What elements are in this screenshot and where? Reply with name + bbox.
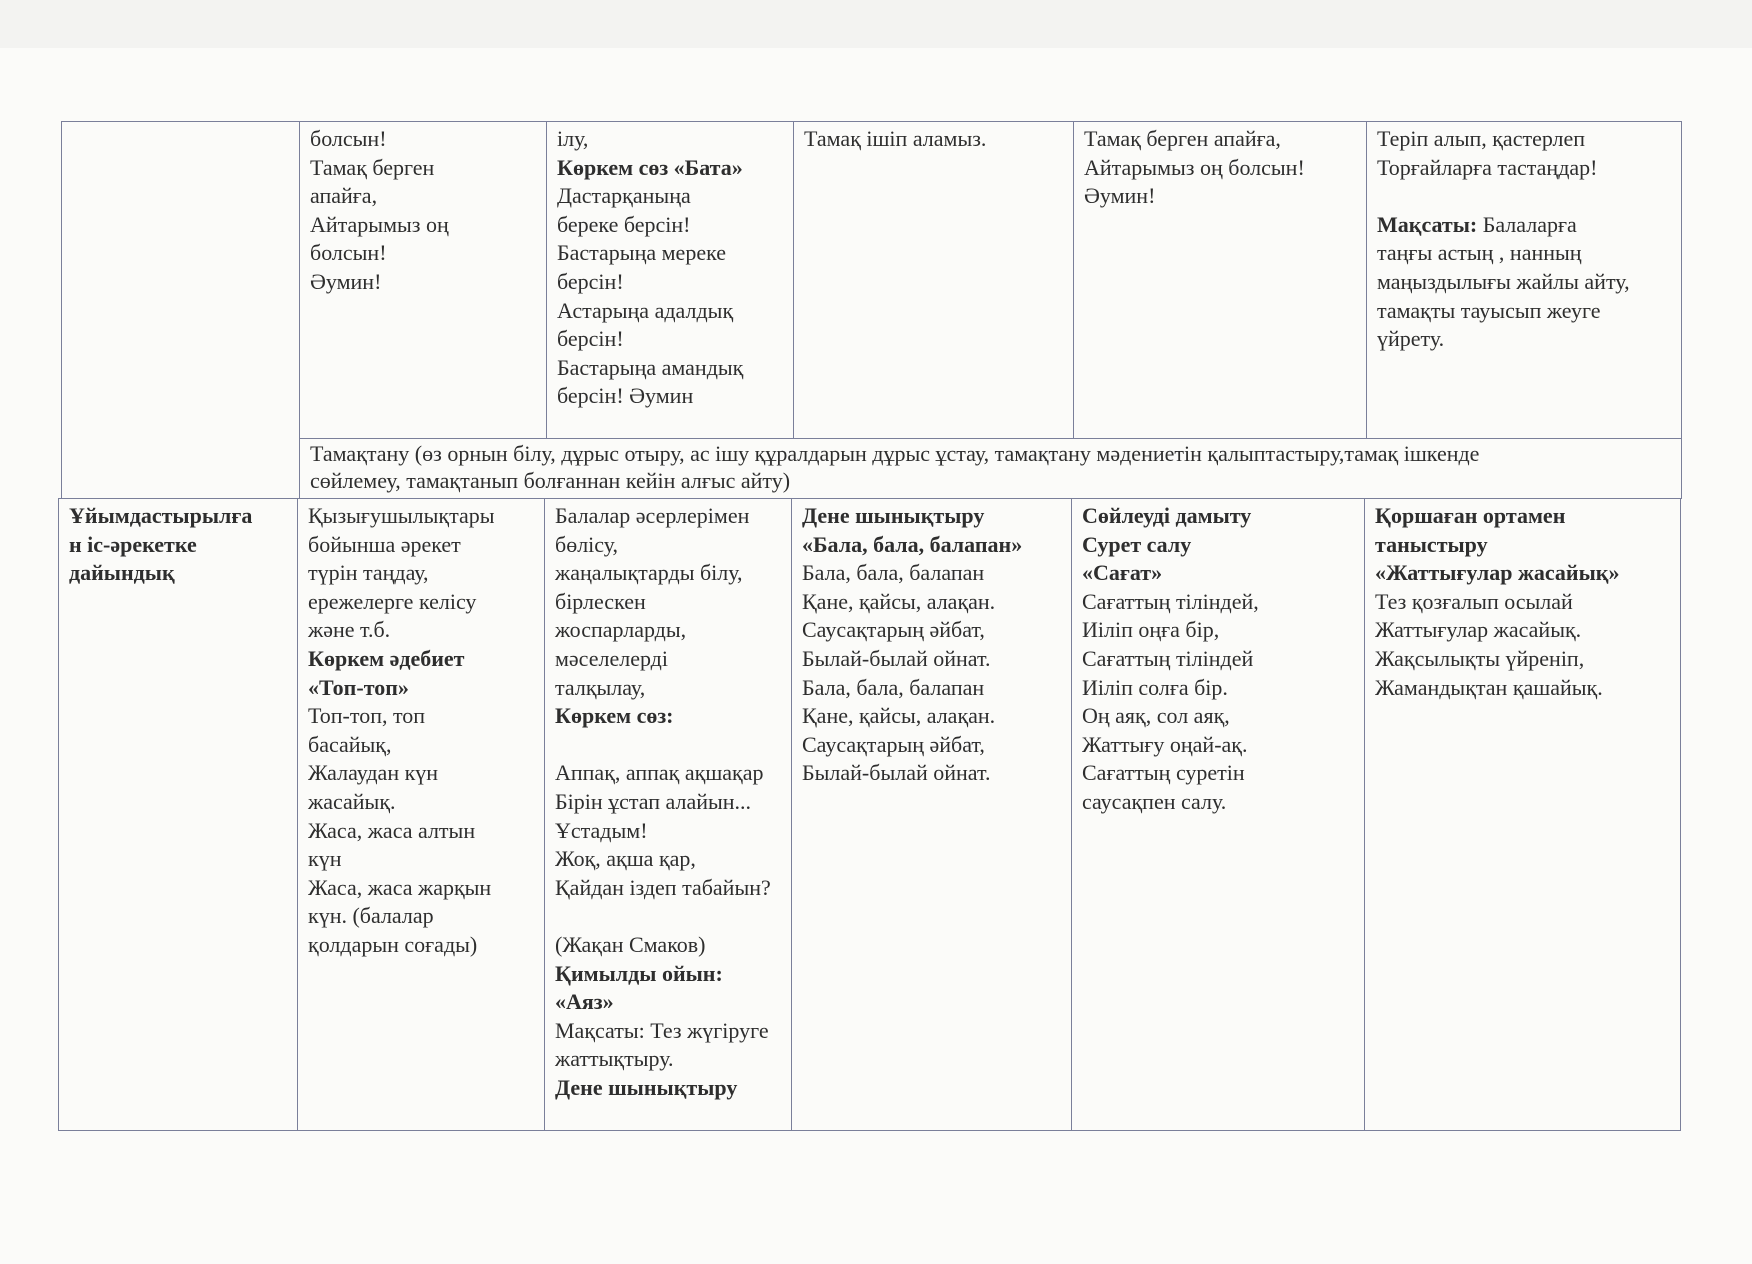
text: Жақсылықты үйреніп, (1375, 645, 1585, 671)
text: жаттықтыру. (555, 1046, 674, 1072)
text-line (555, 531, 781, 560)
bold-text: Көркем әдебиет (308, 645, 465, 671)
text-line (1082, 588, 1354, 617)
text: Балалар әсерлерімен (555, 503, 750, 528)
text-line (555, 1017, 781, 1046)
text: (Жақан Смаков) (555, 931, 706, 957)
text: Бастарыңа амандық (557, 354, 744, 380)
text-line (804, 125, 1063, 154)
text-line (69, 559, 287, 588)
text-line (1082, 559, 1354, 588)
text-line (1084, 182, 1356, 211)
cell-r1-c2 (299, 121, 547, 439)
text: Айтарымыз оң (310, 211, 449, 237)
text: сөйлемеу, тамақтанып болғаннан кейін алғыс айту) (310, 468, 791, 493)
text: саусақпен салу. (1082, 788, 1227, 814)
text-line (555, 759, 781, 788)
text-line (308, 874, 534, 903)
text-line (1082, 502, 1354, 531)
text-line (555, 1074, 781, 1103)
text-line (1377, 239, 1671, 268)
text: Жамандықтан қашайық. (1375, 674, 1603, 700)
cell-r3-c5 (1071, 498, 1365, 1131)
text-line (310, 440, 1671, 467)
text: басайық, (308, 731, 392, 757)
text-line (308, 502, 534, 531)
text: Тез қозғалып осылай (1375, 588, 1573, 614)
text-line (557, 182, 783, 211)
text-line (310, 268, 536, 297)
meal-row-cell (299, 438, 1682, 499)
text: Қайдан іздеп табайын? (555, 874, 771, 900)
text-line (1375, 616, 1670, 645)
text-line (308, 559, 534, 588)
text: Топ-топ, топ (308, 703, 426, 729)
text-line (557, 382, 783, 411)
text-line (802, 645, 1061, 674)
text-line (308, 588, 534, 617)
bold-text: Қимылды ойын: (555, 960, 723, 986)
text-line (555, 788, 781, 817)
text-line (1375, 531, 1670, 560)
cell-r1-c4 (793, 121, 1074, 439)
text: Жоқ, ақша қар, (555, 846, 696, 872)
bold-text: Қоршаған ортамен (1375, 503, 1566, 528)
text-line (310, 154, 536, 183)
text: және т.б. (308, 617, 391, 643)
text-line (555, 931, 781, 960)
scan-margin (0, 0, 1752, 48)
text-line (1375, 559, 1670, 588)
cell-r3-c2 (297, 498, 545, 1131)
text-line (1375, 588, 1670, 617)
text: мәселелерді (555, 645, 668, 671)
text: Қане, қайсы, алақан. (802, 703, 996, 729)
text: күн. (балалар (308, 903, 434, 929)
text-line (557, 268, 783, 297)
text-line (802, 674, 1061, 703)
bold-text: «Аяз» (555, 989, 614, 1015)
text-line (1082, 731, 1354, 760)
text: Иіліп оңға бір, (1082, 617, 1220, 643)
text: береке берсін! (557, 211, 691, 237)
text-line (308, 616, 534, 645)
text: Саусақтарың әйбат, (802, 617, 985, 643)
bold-text: н іс-әрекетке (69, 531, 197, 557)
text-line (308, 788, 534, 817)
text: Сағаттың суретін (1082, 760, 1245, 786)
bold-text: «Жаттығулар жасайық» (1375, 560, 1620, 586)
text-line (557, 125, 783, 154)
text-line (555, 559, 781, 588)
text-line (308, 902, 534, 931)
text-line (1377, 154, 1671, 183)
text-line (557, 239, 783, 268)
cell-r1-c5 (1073, 121, 1367, 439)
text-line (802, 502, 1061, 531)
text-line (1375, 645, 1670, 674)
text-line (555, 616, 781, 645)
text-line (1082, 788, 1354, 817)
bold-text: Көркем сөз «Бата» (557, 154, 743, 180)
text: Былай-былай ойнат. (802, 645, 991, 671)
text-line (1084, 125, 1356, 154)
text: бөлісу, (555, 531, 619, 557)
text: Сағаттың тіліндей, (1082, 588, 1259, 614)
text-line (308, 845, 534, 874)
text-line (310, 467, 1671, 494)
text-line (557, 354, 783, 383)
text: ілу, (557, 126, 589, 151)
text-line (555, 731, 781, 760)
text: Тамақ берген апайға, (1084, 126, 1281, 151)
text-line (555, 874, 781, 903)
text-line (555, 645, 781, 674)
cell-r3-c1 (58, 498, 298, 1131)
text-line (802, 531, 1061, 560)
text: ережелерге келісу (308, 588, 477, 614)
text-line (555, 988, 781, 1017)
text-line (308, 531, 534, 560)
text-line (555, 702, 781, 731)
text: болсын! (310, 126, 387, 151)
text-line (310, 125, 536, 154)
text-line (557, 325, 783, 354)
text-line (310, 182, 536, 211)
text-line (1377, 182, 1671, 211)
text-line (802, 616, 1061, 645)
text: Қызығушылықтары (308, 503, 495, 528)
text: Балаларға (1477, 211, 1577, 237)
text: жоспарларды, (555, 617, 687, 643)
text: Ұстадым! (555, 817, 648, 843)
text-line (555, 1045, 781, 1074)
bold-text: «Сағат» (1082, 560, 1163, 586)
text-line (1082, 759, 1354, 788)
text-line (310, 239, 536, 268)
text: Теріп алып, қастерлеп (1377, 126, 1586, 151)
text: Әумин! (310, 268, 382, 294)
text-line (1082, 674, 1354, 703)
text: Былай-былай ойнат. (802, 760, 991, 786)
text-line (308, 817, 534, 846)
text: талқылау, (555, 674, 646, 700)
text-line (555, 588, 781, 617)
text: бойынша әрекет (308, 531, 461, 557)
text: үйрету. (1377, 326, 1445, 352)
text-line (308, 645, 534, 674)
text: Жаттығулар жасайық. (1375, 617, 1582, 643)
text-line (557, 211, 783, 240)
text-line (557, 297, 783, 326)
text: Әумин! (1084, 183, 1156, 209)
text-line (1082, 531, 1354, 560)
text-line (1375, 502, 1670, 531)
text-line (1082, 616, 1354, 645)
text: Оң аяқ, сол аяқ, (1082, 703, 1230, 729)
text-line (69, 531, 287, 560)
cell-r3-c3 (544, 498, 792, 1131)
text: Айтарымыз оң болсын! (1084, 154, 1305, 180)
cell-r1-c1 (61, 121, 300, 499)
text-line (1377, 268, 1671, 297)
text: қолдарын соғады) (308, 931, 478, 957)
text-line (555, 845, 781, 874)
text: жаңалықтарды білу, (555, 560, 743, 586)
text-line (1082, 645, 1354, 674)
text-line (69, 502, 287, 531)
text: Жаса, жаса алтын (308, 817, 476, 843)
text: апайға, (310, 183, 378, 209)
text-line (1082, 702, 1354, 731)
bold-text: «Топ-топ» (308, 674, 409, 700)
text: Бірін ұстап алайын... (555, 788, 752, 814)
text: Иіліп солға бір. (1082, 674, 1228, 700)
text-line (1375, 674, 1670, 703)
text-line (802, 559, 1061, 588)
text-line (308, 674, 534, 703)
text-line (308, 931, 534, 960)
text-line (555, 960, 781, 989)
text: болсын! (310, 240, 387, 266)
bold-text: Ұйымдастырылға (69, 503, 253, 528)
bold-text: дайындық (69, 560, 175, 586)
bold-text: Дене шынықтыру (802, 503, 985, 528)
text-line (802, 588, 1061, 617)
text-line (802, 702, 1061, 731)
text: Жаттығу оңай-ақ. (1082, 731, 1248, 757)
text: Қане, қайсы, алақан. (802, 588, 996, 614)
text: Астарыңа адалдық (557, 297, 734, 323)
text-line (802, 759, 1061, 788)
bold-text: Дене шынықтыру (555, 1074, 738, 1100)
bold-text: Сурет салу (1082, 531, 1192, 557)
text-line (802, 731, 1061, 760)
text-line (555, 502, 781, 531)
text: Саусақтарың әйбат, (802, 731, 985, 757)
text: Аппақ, аппақ ақшақар (555, 760, 764, 786)
text-line (308, 759, 534, 788)
text: Бала, бала, балапан (802, 674, 985, 700)
text: таңғы астың , нанның (1377, 240, 1582, 266)
text-line (1377, 297, 1671, 326)
text: Тамақ берген (310, 154, 435, 180)
text: Тамақ ішіп аламыз. (804, 126, 987, 151)
text-line (1084, 154, 1356, 183)
text: берсін! (557, 326, 624, 352)
bold-text: Мақсаты: (1377, 211, 1478, 237)
text: Бастарыңа мереке (557, 240, 726, 266)
cell-r1-c3 (546, 121, 794, 439)
text: тамақты тауысып жеуге (1377, 297, 1601, 323)
text-line (1377, 125, 1671, 154)
text: Жалаудан күн (308, 760, 439, 786)
text: бірлескен (555, 588, 646, 614)
text-line (308, 702, 534, 731)
bold-text: Сөйлеуді дамыту (1082, 503, 1252, 528)
cell-r1-c6 (1366, 121, 1682, 439)
cell-r3-c4 (791, 498, 1072, 1131)
bold-text: Көркем сөз: (555, 703, 674, 729)
text: Сағаттың тіліндей (1082, 645, 1254, 671)
text: Жаса, жаса жарқын (308, 874, 492, 900)
text-line (555, 902, 781, 931)
text-line (555, 817, 781, 846)
text-line (555, 674, 781, 703)
bold-text: таныстыру (1375, 531, 1488, 557)
text-line (1377, 211, 1671, 240)
text: Дастарқаныңа (557, 183, 691, 209)
text: берсін! Әумин (557, 383, 694, 409)
text: түрін таңдау, (308, 560, 429, 586)
text: күн (308, 846, 342, 872)
text: Тамақтану (өз орнын білу, дұрыс отыру, ас ішу құралдарын дұрыс ұстау, тамақтану мәдениетін қалыптастыру,тамақ ішкенде (310, 441, 1480, 466)
text-line (308, 731, 534, 760)
text-line (557, 154, 783, 183)
text-line (1377, 325, 1671, 354)
cell-r3-c6 (1364, 498, 1681, 1131)
text: Торғайларға тастаңдар! (1377, 154, 1598, 180)
text: Мақсаты: Тез жүгіруге (555, 1017, 769, 1043)
text: жасайық. (308, 788, 396, 814)
text: маңыздылығы жайлы айту, (1377, 268, 1630, 294)
text: Бала, бала, балапан (802, 560, 985, 586)
bold-text: «Бала, бала, балапан» (802, 531, 1023, 557)
text-line (310, 211, 536, 240)
text: берсін! (557, 268, 624, 294)
